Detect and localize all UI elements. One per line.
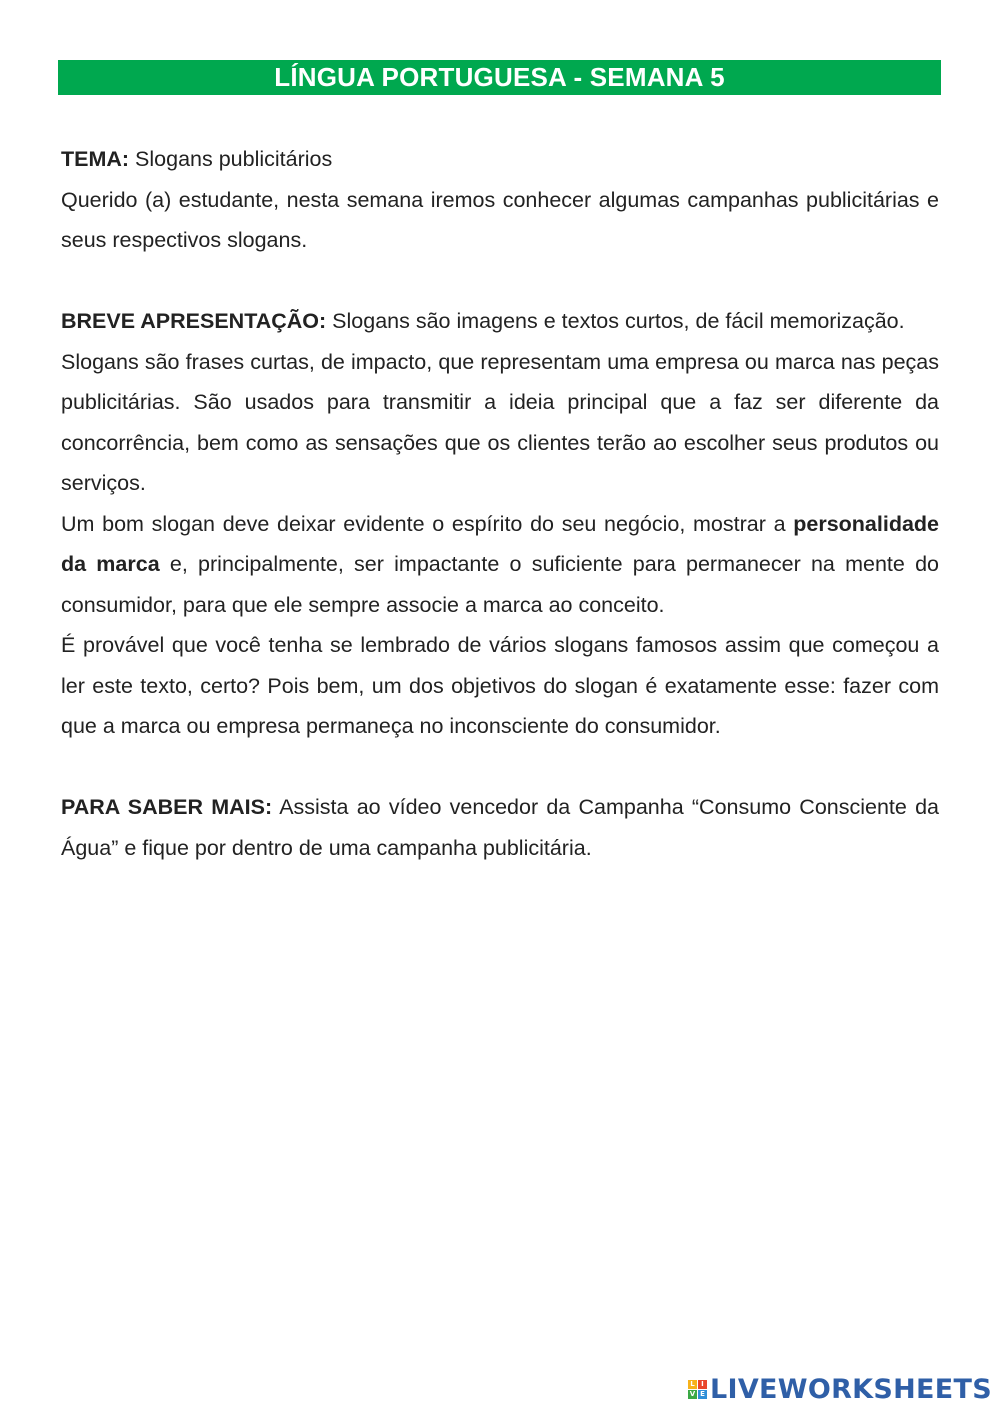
- tema-line: [61, 139, 939, 180]
- page-title: LÍNGUA PORTUGUESA - SEMANA 5: [274, 62, 725, 92]
- apresentacao-label: BREVE APRESENTAÇÃO:: [61, 309, 327, 333]
- spacer: [61, 747, 939, 788]
- spacer: [61, 261, 939, 302]
- apresentacao-text: Slogans são imagens e textos curtos, de fácil memorização.: [326, 309, 905, 333]
- apresentacao-paragraph: [61, 301, 939, 342]
- logo-letter: E: [698, 1390, 707, 1399]
- document-body: [61, 139, 939, 868]
- bom-slogan-bold: personalidade da marca: [61, 511, 939, 576]
- bom-slogan-after: e, principalmente, ser impactante o suficiente para permanecer na mente do consumidor, para que ele sempre associe a marca ao conceito.: [61, 552, 939, 617]
- saber-mais-paragraph: [61, 787, 939, 868]
- provavel-paragraph: É provável que você tenha se lembrado de vários slogans famosos assim que começou a ler este texto, certo? Pois bem, um dos objetivos do slogan é exatamente esse: fazer com que a marca ou empresa permaneça no inconsciente do consumidor.: [61, 633, 939, 738]
- saber-mais-text: Assista ao vídeo vencedor da Campanha “Consumo Consciente da Água” e fique por dentro de uma campanha publicitária.: [61, 795, 939, 860]
- intro-paragraph: Querido (a) estudante, nesta semana iremos conhecer algumas campanhas publicitárias e seus respectivos slogans.: [61, 187, 939, 252]
- logo-letter: V: [689, 1390, 696, 1398]
- tema-label: TEMA:: [61, 147, 130, 171]
- bom-slogan-before: Um bom slogan deve deixar evidente o espírito do seu negócio, mostrar a: [61, 511, 794, 536]
- tema-text: Slogans publicitários: [129, 147, 333, 171]
- logo-letter: L: [688, 1380, 697, 1389]
- liveworksheets-watermark: [688, 1374, 992, 1405]
- bom-slogan-paragraph: [61, 504, 939, 626]
- saber-mais-label: PARA SABER MAIS:: [61, 795, 273, 819]
- liveworksheets-text: LIVEWORKSHEETS: [709, 1374, 992, 1405]
- title-bar: [58, 60, 941, 95]
- slogans-paragraph: Slogans são frases curtas, de impacto, que representam uma empresa ou marca nas peças publicitárias. São usados para transmitir a ideia principal que a faz ser diferente da concorrência, bem como as sensações que os clientes terão ao escolher seus produtos ou serviços.: [61, 349, 939, 495]
- logo-letter: I: [698, 1380, 707, 1389]
- liveworksheets-logo-icon: [688, 1380, 707, 1399]
